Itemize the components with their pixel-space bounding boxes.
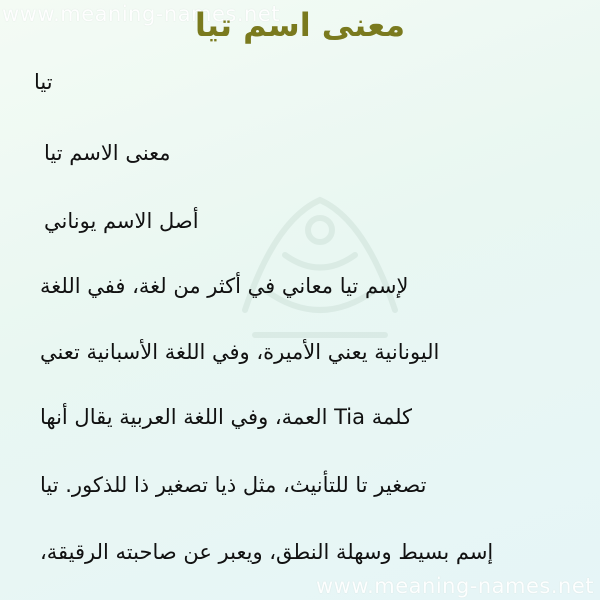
background-logo-icon <box>215 160 425 360</box>
text-line-2: معنى الاسم تيا <box>44 141 171 165</box>
watermark-top: www.meaning-names.net <box>2 2 281 26</box>
text-line-1: تيا <box>34 70 53 94</box>
text-line-3: أصل الاسم يوناني <box>44 209 199 233</box>
text-line-4: لإسم تيا معاني في أكثر من لغة، ففي اللغة <box>40 274 409 298</box>
page-title: معنى اسم تيا <box>194 6 406 44</box>
text-line-5: اليونانية يعني الأميرة، وفي اللغة الأسبانية تعني <box>40 340 440 364</box>
text-line-6: كلمة Tia العمة، وفي اللغة العربية يقال أنها <box>40 405 413 429</box>
watermark-bottom: www.meaning-names.net <box>315 574 594 598</box>
text-line-7: تصغير تا للتأنيث، مثل ذيا تصغير ذا للذكور. تيا <box>40 473 427 497</box>
text-line-8: إسم بسيط وسهلة النطق، ويعبر عن صاحبته الرقيقة، <box>40 540 494 564</box>
